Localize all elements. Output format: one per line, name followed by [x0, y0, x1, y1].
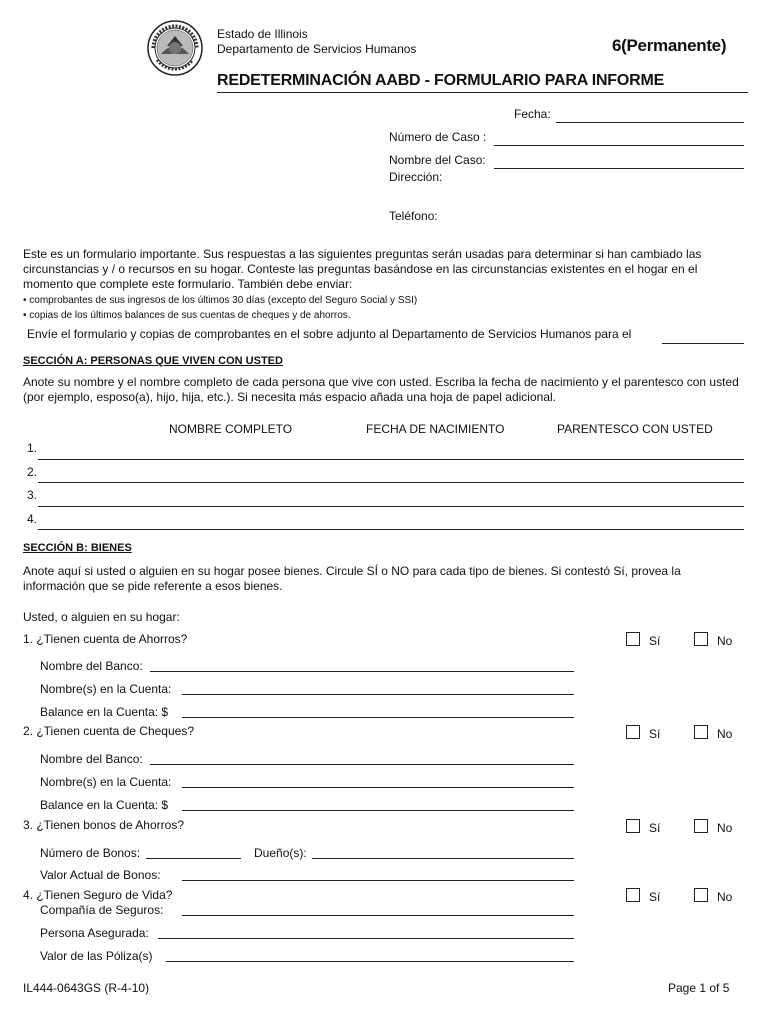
bonds-no-checkbox[interactable] — [694, 819, 708, 833]
savings-bank-field[interactable] — [150, 671, 574, 672]
question-savings: 1. ¿Tienen cuenta de Ahorros? — [23, 632, 188, 646]
checking-names-field[interactable] — [182, 787, 574, 788]
checking-balance-label: Balance en la Cuenta: $ — [40, 798, 169, 812]
form-id: IL444-0643GS (R-4-10) — [23, 981, 150, 995]
checking-bank-field[interactable] — [150, 764, 574, 765]
insured-person-label: Persona Asegurada: — [40, 926, 149, 940]
department-name: Departamento de Servicios Humanos — [217, 42, 417, 56]
col-nombre-completo: NOMBRE COMPLETO — [169, 422, 293, 436]
person-row-field[interactable] — [38, 506, 744, 507]
row-number: 2. — [27, 465, 38, 479]
telefono-label: Teléfono: — [389, 209, 438, 223]
no-label: No — [717, 821, 733, 835]
col-fecha-nacimiento: FECHA DE NACIMIENTO — [366, 422, 505, 436]
section-a-text: Anote su nombre y el nombre completo de cada persona que vive con usted. Escriba la fecha de nacimiento y el parentesco con usted (por ejemplo, esposo(a), hijo, hija, etc.). Si necesita más espacio añada una hoja de papel adicional. — [23, 375, 739, 404]
yes-label: Sí — [649, 634, 661, 648]
insurance-no-checkbox[interactable] — [694, 888, 708, 902]
illinois-seal-logo — [147, 20, 203, 76]
numero-caso-field[interactable] — [494, 145, 744, 146]
numero-caso-label: Número de Caso : — [389, 130, 487, 144]
savings-names-field[interactable] — [182, 694, 574, 695]
bullet-balances — [23, 310, 351, 322]
nombre-caso-field[interactable] — [494, 168, 744, 169]
fecha-label: Fecha: — [514, 107, 551, 121]
form-code: 6(Permanente) — [612, 36, 727, 55]
send-instructions: Envíe el formulario y copias de comprobantes en el sobre adjunto al Departamento de Servicios Humanos para el — [27, 327, 632, 341]
yes-label: Sí — [649, 821, 661, 835]
savings-yes-checkbox[interactable] — [626, 632, 640, 646]
send-date-field[interactable] — [662, 343, 744, 344]
page-number: Page 1 of 5 — [668, 981, 730, 995]
bullet-ingresos-text: comprobantes de sus ingresos de los últimos 30 días (excepto del Seguro Social y SSI) — [29, 295, 418, 306]
question-life-insurance: 4. ¿Tienen Seguro de Vida? — [23, 888, 173, 902]
no-label: No — [717, 727, 733, 741]
bonds-number-label: Número de Bonos: — [40, 846, 141, 860]
policy-value-field[interactable] — [166, 961, 574, 962]
checking-names-label: Nombre(s) en la Cuenta: — [40, 775, 172, 789]
bullet-balances-text: copias de los últimos balances de sus cuentas de cheques y de ahorros. — [29, 310, 351, 321]
bonds-value-label: Valor Actual de Bonos: — [40, 868, 161, 882]
no-label: No — [717, 890, 733, 904]
bonds-value-field[interactable] — [182, 880, 574, 881]
bonds-owner-field[interactable] — [312, 858, 574, 859]
state-name: Estado de Illinois — [217, 27, 308, 41]
policy-value-label: Valor de las Póliza(s) — [40, 949, 153, 963]
fecha-field[interactable] — [556, 122, 744, 123]
savings-no-checkbox[interactable] — [694, 632, 708, 646]
question-bonds: 3. ¿Tienen bonos de Ahorros? — [23, 818, 184, 832]
question-checking: 2. ¿Tienen cuenta de Cheques? — [23, 724, 195, 738]
savings-balance-field[interactable] — [182, 717, 574, 718]
title-rule — [217, 92, 748, 93]
bullet-icon: • — [23, 310, 30, 321]
section-a-title: SECCIÓN A: PERSONAS QUE VIVEN CON USTED — [23, 355, 283, 367]
checking-bank-label: Nombre del Banco: — [40, 752, 143, 766]
nombre-caso-label: Nombre del Caso: — [389, 153, 486, 167]
bonds-yes-checkbox[interactable] — [626, 819, 640, 833]
savings-balance-label: Balance en la Cuenta: $ — [40, 705, 169, 719]
yes-label: Sí — [649, 727, 661, 741]
person-row-field[interactable] — [38, 482, 744, 483]
intro-paragraph: Este es un formulario importante. Sus respuestas a las siguientes preguntas serán usadas para determinar si han cambiado las circunstancias y / o recursos en su hogar. Conteste las preguntas basándose en las circunstancias existentes en el hogar en el momento que complete este formulario. También debe enviar: — [23, 247, 702, 291]
checking-no-checkbox[interactable] — [694, 725, 708, 739]
person-row-field[interactable] — [38, 529, 744, 530]
bullet-icon: • — [23, 295, 30, 306]
checking-balance-field[interactable] — [182, 810, 574, 811]
insurance-company-label: Compañía de Seguros: — [40, 903, 164, 917]
checking-yes-checkbox[interactable] — [626, 725, 640, 739]
section-b-title: SECCIÓN B: BIENES — [23, 542, 132, 554]
direccion-label: Dirección: — [389, 170, 443, 184]
insurance-company-field[interactable] — [182, 915, 574, 916]
yes-label: Sí — [649, 890, 661, 904]
savings-names-label: Nombre(s) en la Cuenta: — [40, 682, 172, 696]
person-row-field[interactable] — [38, 459, 744, 460]
row-number: 4. — [27, 512, 38, 526]
bonds-number-field[interactable] — [146, 858, 241, 859]
bonds-owner-label: Dueño(s): — [254, 846, 307, 860]
row-number: 1. — [27, 441, 38, 455]
section-b-text: Anote aquí si usted o alguien en su hogar posee bienes. Circule SÍ o NO para cada tipo de bienes. Si contestó Sí, provea la información que se pide referente a esos bienes. — [23, 564, 681, 593]
insurance-yes-checkbox[interactable] — [626, 888, 640, 902]
savings-bank-label: Nombre del Banco: — [40, 659, 143, 673]
section-b-lead: Usted, o alguien en su hogar: — [23, 610, 180, 624]
page-title: REDETERMINACIÓN AABD - FORMULARIO PARA INFORME — [217, 72, 665, 89]
bullet-ingresos — [23, 295, 417, 307]
col-parentesco: PARENTESCO CON USTED — [557, 422, 713, 436]
no-label: No — [717, 634, 733, 648]
row-number: 3. — [27, 488, 38, 502]
insured-person-field[interactable] — [158, 938, 574, 939]
